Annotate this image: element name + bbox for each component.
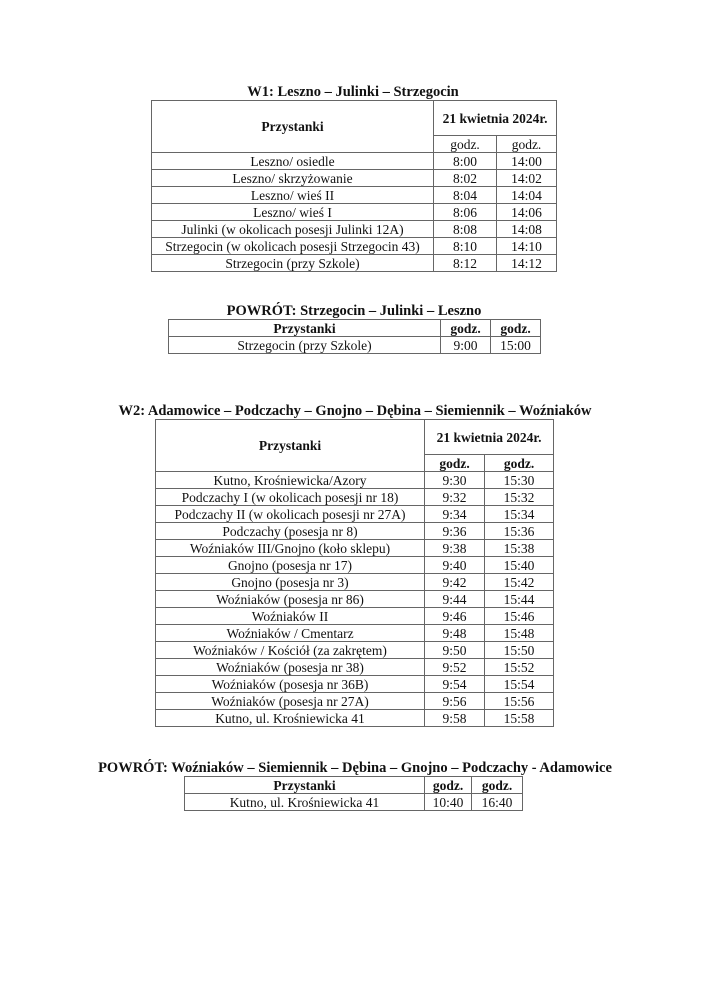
departure-time-cell: 9:44 (425, 591, 485, 608)
departure-time-cell: 15:56 (485, 693, 554, 710)
departure-time-cell: 15:46 (485, 608, 554, 625)
departure-time-cell: 9:30 (425, 472, 485, 489)
stop-name-cell: Woźniaków II (156, 608, 425, 625)
time-header: godz. (472, 777, 523, 794)
stop-name-cell: Woźniaków / Kościół (za zakrętem) (156, 642, 425, 659)
departure-time-cell: 9:42 (425, 574, 485, 591)
departure-time-cell: 15:52 (485, 659, 554, 676)
stop-name-cell: Woźniaków III/Gnojno (koło sklepu) (156, 540, 425, 557)
table-row (156, 472, 554, 489)
departure-time-cell: 15:44 (485, 591, 554, 608)
departure-time-cell: 9:00 (441, 337, 491, 354)
departure-time-cell: 8:12 (434, 255, 497, 272)
table-row (152, 238, 557, 255)
table-row (185, 794, 523, 811)
departure-time-cell: 14:04 (497, 187, 557, 204)
stop-name-cell: Gnojno (posesja nr 17) (156, 557, 425, 574)
w1-return-title: POWRÓT: Strzegocin – Julinki – Leszno (226, 303, 482, 319)
departure-time-cell: 15:42 (485, 574, 554, 591)
departure-time-cell: 9:36 (425, 523, 485, 540)
stop-name-cell: Gnojno (posesja nr 3) (156, 574, 425, 591)
stop-name-cell: Leszno/ wieś II (152, 187, 434, 204)
date-header: 21 kwietnia 2024r. (434, 101, 557, 136)
time-header: godz. (491, 320, 541, 337)
departure-time-cell: 9:56 (425, 693, 485, 710)
departure-time-cell: 15:32 (485, 489, 554, 506)
table-row (156, 710, 554, 727)
departure-time-cell: 14:06 (497, 204, 557, 221)
table-row (156, 608, 554, 625)
table-row (152, 170, 557, 187)
table-row (156, 523, 554, 540)
w2-timetable (155, 419, 554, 727)
departure-time-cell: 8:10 (434, 238, 497, 255)
departure-time-cell: 16:40 (472, 794, 523, 811)
departure-time-cell: 15:40 (485, 557, 554, 574)
departure-time-cell: 14:12 (497, 255, 557, 272)
stop-name-cell: Woźniaków (posesja nr 27A) (156, 693, 425, 710)
time-header: godz. (497, 136, 557, 153)
stop-name-cell: Kutno, ul. Krośniewicka 41 (156, 710, 425, 727)
stop-name-cell: Woźniaków / Cmentarz (156, 625, 425, 642)
stop-name-cell: Leszno/ wieś I (152, 204, 434, 221)
departure-time-cell: 10:40 (425, 794, 472, 811)
stop-name-cell: Woźniaków (posesja nr 86) (156, 591, 425, 608)
table-row (156, 642, 554, 659)
stops-header: Przystanki (185, 777, 425, 794)
stop-name-cell: Leszno/ skrzyżowanie (152, 170, 434, 187)
departure-time-cell: 9:54 (425, 676, 485, 693)
w1-timetable (151, 100, 557, 272)
w2-return-timetable (184, 776, 523, 811)
table-row (152, 204, 557, 221)
table-row (152, 187, 557, 204)
departure-time-cell: 15:58 (485, 710, 554, 727)
departure-time-cell: 9:50 (425, 642, 485, 659)
table-row (156, 540, 554, 557)
time-header: godz. (434, 136, 497, 153)
time-header: godz. (425, 777, 472, 794)
w1-route-title: W1: Leszno – Julinki – Strzegocin (247, 84, 459, 100)
time-header: godz. (425, 455, 485, 472)
time-header: godz. (485, 455, 554, 472)
departure-time-cell: 15:48 (485, 625, 554, 642)
stops-header: Przystanki (156, 420, 425, 472)
stop-name-cell: Podczachy (posesja nr 8) (156, 523, 425, 540)
table-row (156, 659, 554, 676)
table-row (152, 153, 557, 170)
departure-time-cell: 14:00 (497, 153, 557, 170)
table-row (156, 574, 554, 591)
stop-name-cell: Woźniaków (posesja nr 36B) (156, 676, 425, 693)
table-row (156, 489, 554, 506)
stop-name-cell: Podczachy I (w okolicach posesji nr 18) (156, 489, 425, 506)
table-row (152, 255, 557, 272)
departure-time-cell: 15:30 (485, 472, 554, 489)
departure-time-cell: 9:46 (425, 608, 485, 625)
departure-time-cell: 9:58 (425, 710, 485, 727)
departure-time-cell: 9:38 (425, 540, 485, 557)
table-row (156, 625, 554, 642)
departure-time-cell: 8:04 (434, 187, 497, 204)
stop-name-cell: Kutno, ul. Krośniewicka 41 (185, 794, 425, 811)
stop-name-cell: Woźniaków (posesja nr 38) (156, 659, 425, 676)
departure-time-cell: 15:34 (485, 506, 554, 523)
departure-time-cell: 15:38 (485, 540, 554, 557)
stop-name-cell: Strzegocin (przy Szkole) (169, 337, 441, 354)
stop-name-cell: Kutno, Krośniewicka/Azory (156, 472, 425, 489)
departure-time-cell: 9:48 (425, 625, 485, 642)
w2-return-title: POWRÓT: Woźniaków – Siemiennik – Dębina – Gnojno – Podczachy - Adamowice (98, 760, 612, 776)
departure-time-cell: 9:40 (425, 557, 485, 574)
departure-time-cell: 15:50 (485, 642, 554, 659)
stops-header: Przystanki (169, 320, 441, 337)
time-header: godz. (441, 320, 491, 337)
stop-name-cell: Podczachy II (w okolicach posesji nr 27A) (156, 506, 425, 523)
stop-name-cell: Leszno/ osiedle (152, 153, 434, 170)
table-row (152, 221, 557, 238)
departure-time-cell: 8:06 (434, 204, 497, 221)
table-row (156, 693, 554, 710)
table-row (169, 337, 541, 354)
departure-time-cell: 14:10 (497, 238, 557, 255)
departure-time-cell: 15:00 (491, 337, 541, 354)
table-row (156, 557, 554, 574)
table-row (156, 591, 554, 608)
departure-time-cell: 15:36 (485, 523, 554, 540)
departure-time-cell: 8:00 (434, 153, 497, 170)
table-row (156, 676, 554, 693)
stop-name-cell: Strzegocin (przy Szkole) (152, 255, 434, 272)
table-row (156, 506, 554, 523)
stop-name-cell: Julinki (w okolicach posesji Julinki 12A) (152, 221, 434, 238)
stops-header: Przystanki (152, 101, 434, 153)
departure-time-cell: 9:52 (425, 659, 485, 676)
stop-name-cell: Strzegocin (w okolicach posesji Strzegocin 43) (152, 238, 434, 255)
departure-time-cell: 14:08 (497, 221, 557, 238)
departure-time-cell: 9:34 (425, 506, 485, 523)
departure-time-cell: 8:08 (434, 221, 497, 238)
departure-time-cell: 14:02 (497, 170, 557, 187)
departure-time-cell: 8:02 (434, 170, 497, 187)
departure-time-cell: 15:54 (485, 676, 554, 693)
w2-route-title: W2: Adamowice – Podczachy – Gnojno – Dębina – Siemiennik – Woźniaków (118, 403, 592, 419)
w1-return-timetable (168, 319, 541, 354)
date-header: 21 kwietnia 2024r. (425, 420, 554, 455)
departure-time-cell: 9:32 (425, 489, 485, 506)
